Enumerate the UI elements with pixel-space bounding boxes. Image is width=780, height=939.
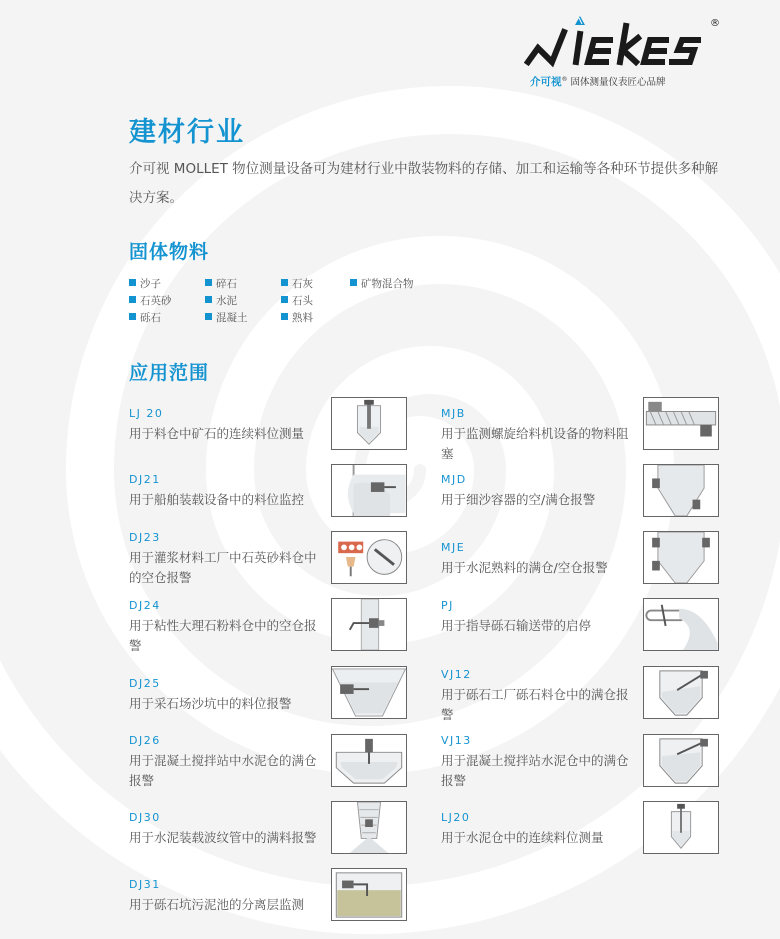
application-desc: 用于细沙容器的空/满仓报警 — [441, 492, 596, 507]
application-code: PJ — [441, 599, 454, 612]
application-code: DJ21 — [129, 473, 161, 486]
square-bullet-icon — [350, 279, 357, 286]
material-item: 石灰 — [281, 276, 313, 291]
application-code: DJ30 — [129, 811, 161, 824]
silo-angled-rod-icon — [643, 734, 719, 787]
application-item-dj31 — [129, 877, 324, 915]
application-desc: 用于指导砾石输送带的启停 — [441, 618, 592, 633]
application-item-lj20-cement — [441, 810, 636, 848]
screw-feeder-icon — [643, 397, 719, 450]
application-item-pj — [441, 598, 636, 636]
material-item: 石头 — [281, 293, 313, 308]
hopper-three-sensor-icon — [643, 531, 719, 584]
application-desc: 用于灌浆材料工厂中石英砂料仓中的空仓报警 — [129, 550, 317, 585]
application-item-mjb — [441, 406, 636, 464]
application-desc: 用于混凝土搅拌站水泥仓中的满仓报警 — [441, 753, 629, 788]
square-bullet-icon — [205, 279, 212, 286]
application-code: DJ26 — [129, 734, 161, 747]
material-item: 石英砂 — [129, 293, 172, 308]
application-desc: 用于水泥装载波纹管中的满料报警 — [129, 830, 317, 845]
sludge-tank-icon — [331, 868, 407, 921]
materials-section-title: 固体物料 — [129, 241, 210, 263]
square-bullet-icon — [205, 296, 212, 303]
application-desc: 用于水泥熟料的满仓/空仓报警 — [441, 560, 608, 575]
application-desc: 用于料仓中矿石的连续料位测量 — [129, 426, 305, 441]
page-title: 建材行业 — [129, 117, 245, 148]
square-bullet-icon — [129, 279, 136, 286]
application-item-mje — [441, 540, 636, 578]
brand-logo — [524, 16, 724, 90]
loading-bellows-icon — [331, 801, 407, 854]
application-desc: 用于采石场沙坑中的料位报警 — [129, 696, 292, 711]
application-item-dj26 — [129, 733, 324, 791]
application-item-dj25 — [129, 676, 324, 714]
sand-pit-icon — [331, 666, 407, 719]
application-desc: 用于粘性大理石粉料仓中的空仓报警 — [129, 618, 317, 653]
material-item: 矿物混合物 — [350, 276, 414, 291]
material-item: 混凝土 — [205, 310, 248, 325]
intro-paragraph: 介可视 MOLLET 物位测量设备可为建材行业中散装物料的存储、加工和运输等各种环节提供多种解决方案。 — [129, 161, 719, 206]
application-item-dj30 — [129, 810, 324, 848]
jiekes-wordmark-icon — [524, 16, 720, 70]
brand-registered-mark: ® — [561, 75, 568, 83]
square-bullet-icon — [281, 313, 288, 320]
applications-section-title: 应用范围 — [129, 362, 210, 384]
logo-tagline — [530, 74, 666, 89]
application-code: VJ12 — [441, 668, 472, 681]
application-desc: 用于水泥仓中的连续料位测量 — [441, 830, 604, 845]
application-desc: 用于船舶装载设备中的料位监控 — [129, 492, 305, 507]
logo-tagline-text: 固体测量仪表匠心品牌 — [570, 77, 666, 88]
application-desc: 用于混凝土搅拌站中水泥仓的满仓报警 — [129, 753, 317, 788]
application-code: DJ25 — [129, 677, 161, 690]
application-code: MJE — [441, 541, 466, 554]
square-bullet-icon — [281, 279, 288, 286]
conveyor-belt-icon — [643, 598, 719, 651]
mixer-tank-icon — [331, 734, 407, 787]
side-paddle-sensor-icon — [331, 464, 407, 517]
logo-brand-name: 介可视 — [530, 76, 562, 88]
pipe-side-sensor-icon — [331, 598, 407, 651]
material-item: 沙子 — [129, 276, 161, 291]
application-code: DJ24 — [129, 599, 161, 612]
application-code: LJ20 — [441, 811, 471, 824]
square-bullet-icon — [129, 313, 136, 320]
application-item-dj23 — [129, 530, 324, 588]
application-item-vj13 — [441, 733, 636, 791]
material-item: 砾石 — [129, 310, 161, 325]
application-desc: 用于砾石坑污泥池的分离层监测 — [129, 897, 305, 912]
application-code: DJ23 — [129, 531, 161, 544]
application-desc: 用于监测螺旋给料机设备的物料阻塞 — [441, 426, 629, 461]
square-bullet-icon — [129, 296, 136, 303]
application-code: LJ 20 — [129, 407, 164, 420]
square-bullet-icon — [205, 313, 212, 320]
square-bullet-icon — [281, 296, 288, 303]
registered-mark: ® — [710, 18, 720, 29]
application-code: MJD — [441, 473, 467, 486]
small-silo-rod-icon — [643, 801, 719, 854]
material-item: 熟料 — [281, 310, 313, 325]
application-item-dj24 — [129, 598, 324, 656]
application-code: MJB — [441, 407, 466, 420]
application-desc: 用于砾石工厂砾石料仓中的满仓报警 — [441, 687, 629, 722]
silo-angled-rod-icon — [643, 666, 719, 719]
application-item-mjd — [441, 472, 636, 510]
silo-rod-sensor-icon — [331, 397, 407, 450]
application-item-lj20 — [129, 406, 324, 444]
material-item: 碎石 — [205, 276, 237, 291]
application-item-vj12 — [441, 667, 636, 725]
application-code: VJ13 — [441, 734, 472, 747]
material-item: 水泥 — [205, 293, 237, 308]
application-item-dj21 — [129, 472, 324, 510]
application-code: DJ31 — [129, 878, 161, 891]
hopper-dual-sensor-icon — [643, 464, 719, 517]
grout-plant-icon — [331, 531, 407, 584]
